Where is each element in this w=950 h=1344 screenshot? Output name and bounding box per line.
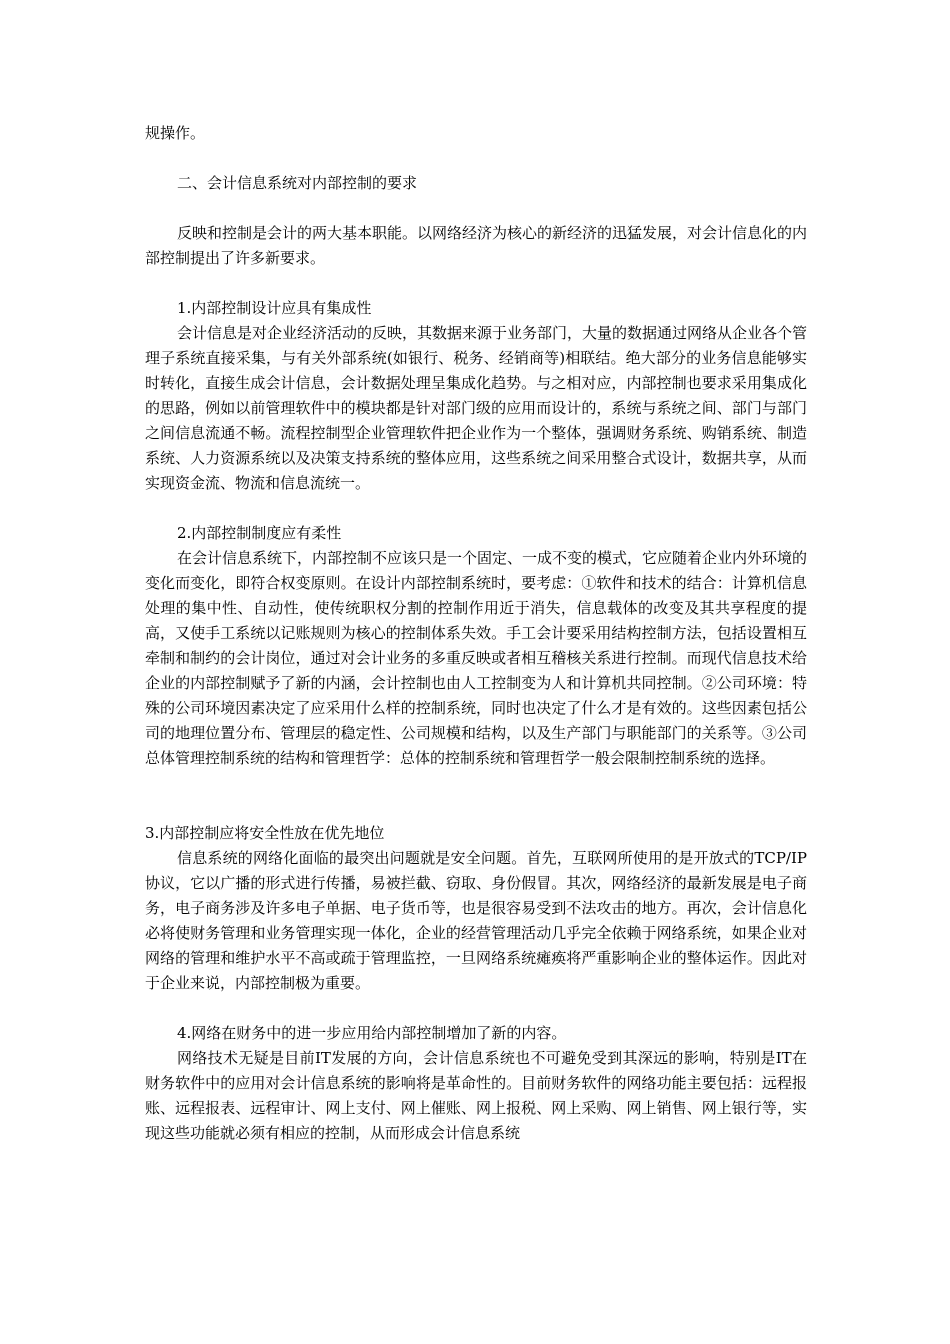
subsection-title-1: 1.内部控制设计应具有集成性 [177,299,372,317]
intro-paragraph: 反映和控制是会计的两大基本职能。以网络经济为核心的新经济的迅猛发展，对会计信息化的内部控制提出了许多新要求。 [145,224,808,267]
section-heading: 二、会计信息系统对内部控制的要求 [177,174,418,192]
paragraph-continuation: 规操作。 [145,124,206,142]
subsection-title-4: 4.网络在财务中的进一步应用给内部控制增加了新的内容。 [177,1024,567,1042]
subsection-body-3: 信息系统的网络化面临的最突出问题就是安全问题。首先，互联网所使用的是开放式的TCP/IP协议，它以广播的形式进行传播，易被拦截、窃取、身份假冒。其次，网络经济的最新发展是电子商务，电子商务涉及许多电子单据、电子货币等，也是很容易受到不法攻击的地方。再次，会计信息化必将使财务管理和业务管理实现一体化，企业的经营管理活动几乎完全依赖于网络系统，如果企业对网络的管理和维护水平不高或疏于管理监控，一旦网络系统瘫痪将严重影响企业的整体运作。因此对于企业来说，内部控制极为重要。 [145,849,807,992]
subsection-body-2: 在会计信息系统下，内部控制不应该只是一个固定、一成不变的模式，它应随着企业内外环境的变化而变化，即符合权变原则。在设计内部控制系统时，要考虑：①软件和技术的结合：计算机信息处理的集中性、自动性，使传统职权分割的控制作用近于消失，信息载体的改变及其共享程度的提高，又使手工系统以记账规则为核心的控制体系失效。手工会计要采用结构控制方法，包括设置相互牵制和制约的会计岗位，通过对会计业务的多重反映或者相互稽核关系进行控制。而现代信息技术给企业的内部控制赋予了新的内涵，会计控制也由人工控制变为人和计算机共同控制。②公司环境：特殊的公司环境因素决定了应采用什么样的控制系统，同时也决定了什么才是有效的。这些因素包括公司的地理位置分布、管理层的稳定性、公司规模和结构，以及生产部门与职能部门的关系等。③公司总体管理控制系统的结构和管理哲学：总体的控制系统和管理哲学一般会限制控制系统的选择。 [145,549,808,767]
subsection-title-2: 2.内部控制制度应有柔性 [177,524,342,542]
subsection-body-4: 网络技术无疑是目前IT发展的方向，会计信息系统也不可避免受到其深远的影响，特别是IT在财务软件中的应用对会计信息系统的影响将是革命性的。目前财务软件的网络功能主要包括：远程报账、远程报表、远程审计、网上支付、网上催账、网上报税、网上采购、网上销售、网上银行等，实现这些功能就必须有相应的控制，从而形成会计信息系统 [145,1049,807,1142]
document-page [145,121,807,1146]
subsection-title-3: 3.内部控制应将安全性放在优先地位 [145,824,385,842]
subsection-body-1: 会计信息是对企业经济活动的反映，其数据来源于业务部门，大量的数据通过网络从企业各个管理子系统直接采集，与有关外部系统(如银行、税务、经销商等)相联结。绝大部分的业务信息能够实时转化，直接生成会计信息，会计数据处理呈集成化趋势。与之相对应，内部控制也要求采用集成化的思路，例如以前管理软件中的模块都是针对部门级的应用而设计的，系统与系统之间、部门与部门之间信息流通不畅。流程控制型企业管理软件把企业作为一个整体，强调财务系统、购销系统、制造系统、人力资源系统以及决策支持系统的整体应用，这些系统之间采用整合式设计，数据共享，从而实现资金流、物流和信息流统一。 [145,324,808,492]
